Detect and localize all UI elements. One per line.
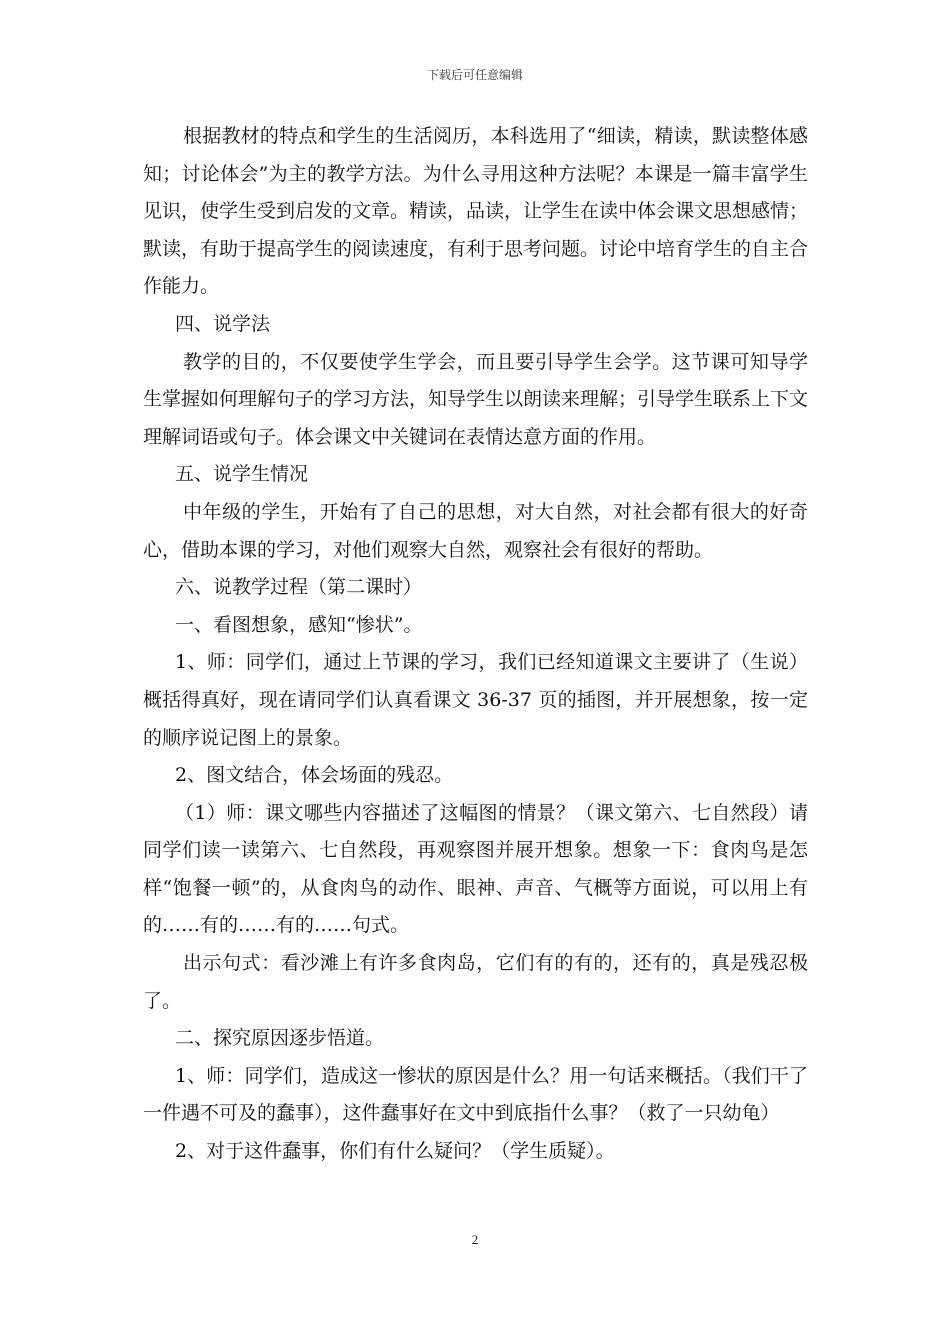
paragraph-explore-2: 2、对于这件蠢事，你们有什么疑问？（学生质疑）。 bbox=[175, 1140, 615, 1163]
paragraph-step-2-1: （1）师：课文哪些内容描述了这幅图的情景？（课文第六、七自然段）请同学们读一读第六、七自然段，再观察图并展开想象。想象一下：食肉鸟是怎样“饱餐一顿”的，从食肉鸟的动作、眼神、声音、气概等方面说，可以用上有的……有的……有的……句式。 bbox=[143, 801, 808, 937]
paragraph-sentence-pattern: 出示句式：看沙滩上有许多食肉岛，它们有的有的，还有的，真是残忍极了。 bbox=[143, 952, 808, 1012]
paragraph-students: 中年级的学生，开始有了自己的思想，对大自然，对社会都有很大的好奇心，借助本课的学习，对他们观察大自然，观察社会有很好的帮助。 bbox=[143, 500, 808, 561]
document-body bbox=[143, 118, 808, 1171]
page-number: 2 bbox=[471, 1232, 479, 1247]
section-heading-study-method: 四、说学法 bbox=[175, 312, 271, 335]
subheading-look-imagine: 一、看图想象，感知“惨状”。 bbox=[175, 613, 423, 636]
paragraph-step-1: 1、师：同学们，通过上节课的学习，我们已经知道课文主要讲了（生说）概括得真好，现在请同学们认真看课文 36-37 页的插图，并开展想象，按一定的顺序说记图上的景象。 bbox=[143, 651, 808, 749]
paragraph-study-method: 教学的目的，不仅要使学生学会，而且要引导学生会学。这节课可知导学生掌握如何理解句子的学习方法，知导学生以朗读来理解；引导学生联系上下文理解词语或句子。体会课文中关键词在表情达意方面的作用。 bbox=[143, 350, 809, 448]
section-heading-students: 五、说学生情况 bbox=[175, 463, 309, 486]
page-header: 下载后可任意编辑 bbox=[426, 68, 523, 82]
subheading-explore-reason: 二、探究原因逐步悟道。 bbox=[175, 1027, 385, 1050]
paragraph-method: 根据教材的特点和学生的生活阅历，本科选用了“细读，精读，默读整体感知；讨论体会”为主的教学方法。为什么寻用这种方法呢？本课是一篇丰富学生见识，使学生受到启发的文章。精读，品读，让学生在读中体会课文思想感情；默读，有助于提高学生的阅读速度，有利于思考问题。讨论中培育学生的自主合作能力。 bbox=[143, 125, 809, 298]
paragraph-explore-1: 1、师：同学们，造成这一惨状的原因是什么？用一句话来概括。（我们干了一件遇不可及的蠢事），这件蠢事好在文中到底指什么事？（救了一只幼龟） bbox=[143, 1064, 808, 1125]
paragraph-step-2: 2、图文结合，体会场面的残忍。 bbox=[175, 764, 454, 787]
section-heading-process: 六、说教学过程（第二课时） bbox=[175, 576, 423, 599]
